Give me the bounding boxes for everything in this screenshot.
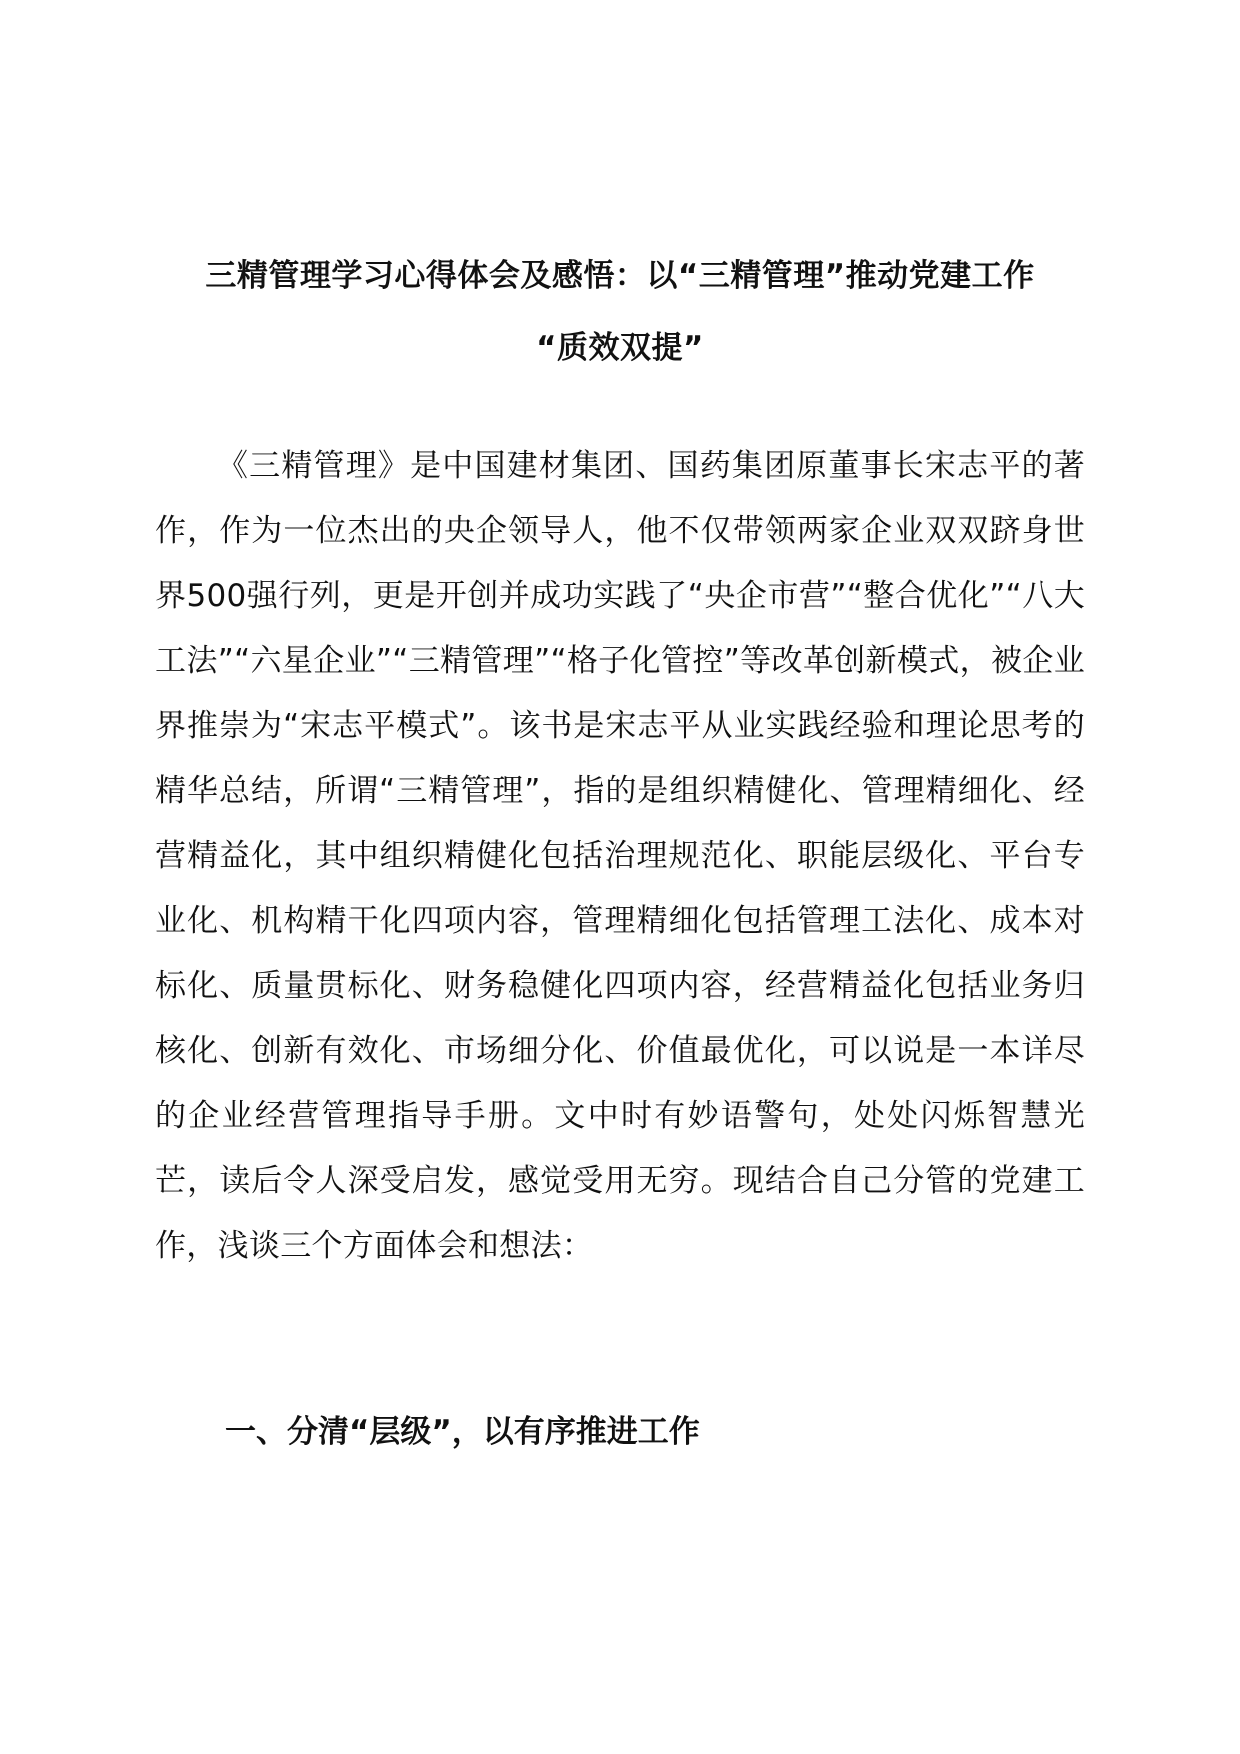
- body-paragraph: 《三精管理》是中国建材集团、国药集团原董事长宋志平的著作，作为一位杰出的央企领导人，他不仅带领两家企业双双跻身世界500强行列，更是开创并成功实践了“央企市营”“整合优化”“八大工法”“六星企业”“三精管理”“格子化管控”等改革创新模式，被企业界推崇为“宋志平模式”。该书是宋志平从业实践经验和理论思考的精华总结，所谓“三精管理”，指的是组织精健化、管理精细化、经营精益化，其中组织精健化包括治理规范化、职能层级化、平台专业化、机构精干化四项内容，管理精细化包括管理工法化、成本对标化、质量贯标化、财务稳健化四项内容，经营精益化包括业务归核化、创新有效化、市场细分化、价值最优化，可以说是一本详尽的企业经营管理指导手册。文中时有妙语警句，处处闪烁智慧光芒，读后令人深受启发，感觉受用无穷。现结合自己分管的党建工作，浅谈三个方面体会和想法：: [155, 448, 1085, 1264]
- title-line-2: “质效双提”: [536, 330, 704, 366]
- title-line-1: 三精管理学习心得体会及感悟：以“三精管理”推动党建工作: [205, 258, 1035, 294]
- document-title: [150, 240, 1090, 384]
- section-heading: 一、分清“层级”，以有序推进工作: [225, 1414, 700, 1450]
